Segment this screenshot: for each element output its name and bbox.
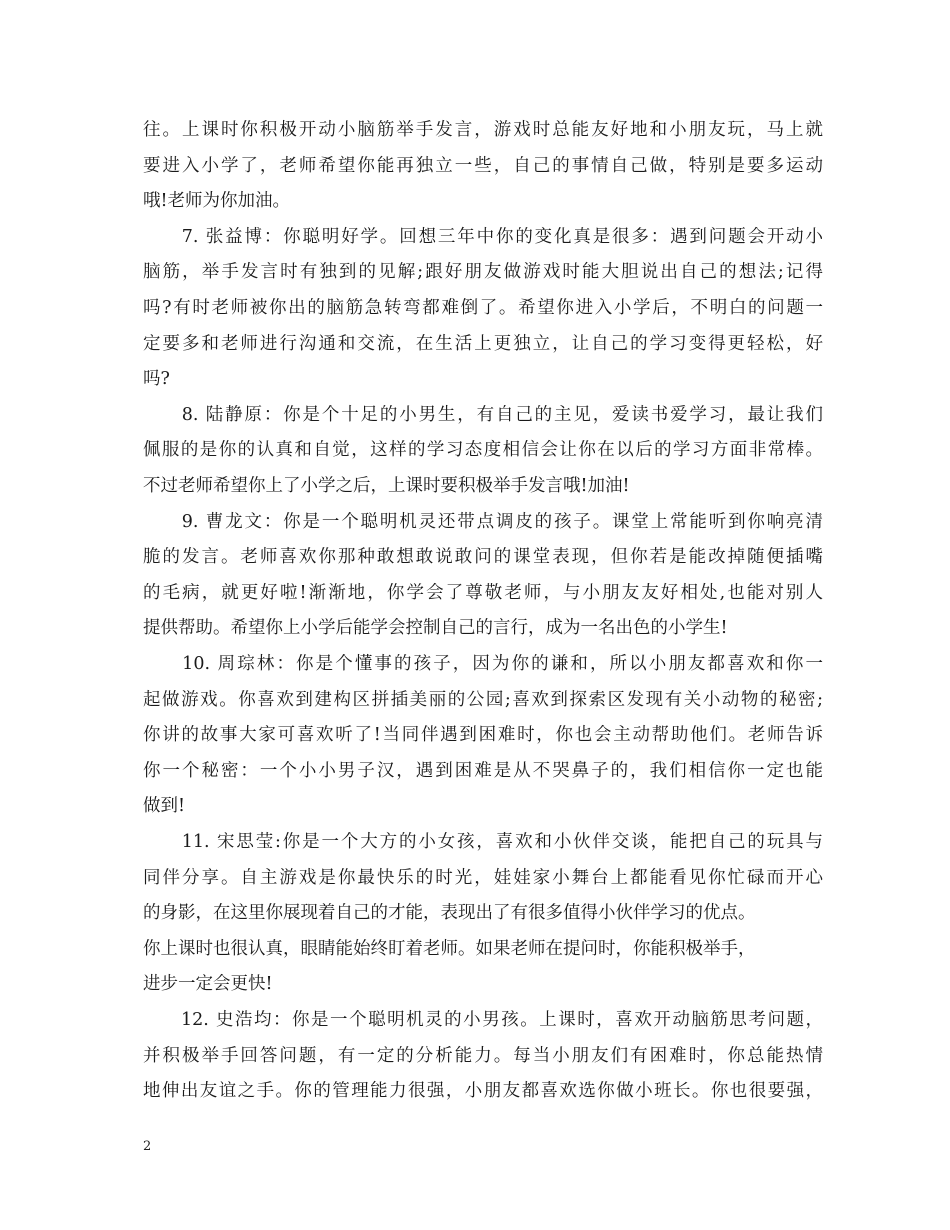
text-line: 起做游戏。你喜欢到建构区拼插美丽的公园;喜欢到探索区发现有关小动物的秘密; bbox=[143, 689, 823, 710]
text-line: 你上课时也很认真，眼睛能始终盯着老师。如果老师在提问时，你能积极举手， bbox=[143, 938, 756, 959]
text-line: 9. 曹龙文：你是一个聪明机灵还带点调皮的孩子。课堂上常能听到你响亮清 bbox=[143, 511, 823, 532]
text-line: 并积极举手回答问题，有一定的分析能力。每当小朋友们有困难时，你总能热情 bbox=[143, 1045, 823, 1066]
text-line: 地伸出友谊之手。你的管理能力很强，小朋友都喜欢选你做小班长。你也很要强， bbox=[143, 1081, 823, 1102]
text-line: 你一个秘密：一个小小男子汉，遇到困难是从不哭鼻子的，我们相信你一定也能 bbox=[143, 760, 823, 781]
text-line: 吗? bbox=[143, 369, 170, 390]
text-line: 哦!老师为你加油。 bbox=[143, 191, 291, 212]
text-line: 11. 宋思莹:你是一个大方的小女孩，喜欢和小伙伴交谈，能把自己的玩具与 bbox=[143, 832, 823, 852]
page-number: 2 bbox=[143, 1139, 152, 1154]
text-line: 吗?有时老师被你出的脑筋急转弯都难倒了。希望你进入小学后，不明白的问题一 bbox=[143, 298, 823, 318]
text-line: 不过老师希望你上了小学之后，上课时要积极举手发言哦!加油! bbox=[143, 476, 630, 496]
text-line: 7. 张益博：你聪明好学。回想三年中你的变化真是很多：遇到问题会开动小 bbox=[143, 226, 823, 247]
text-line: 的毛病，就更好啦!渐渐地，你学会了尊敬老师，与小朋友友好相处,也能对别人 bbox=[143, 582, 823, 603]
text-line: 定要多和老师进行沟通和交流，在生活上更独立，让自己的学习变得更轻松，好 bbox=[143, 333, 823, 354]
text-line: 佩服的是你的认真和自觉，这样的学习态度相信会让你在以后的学习方面非常棒。 bbox=[143, 440, 823, 461]
text-line: 8. 陆静原：你是个十足的小男生，有自己的主见，爱读书爱学习，最让我们 bbox=[143, 404, 823, 425]
text-line: 往。上课时你积极开动小脑筋举手发言，游戏时总能友好地和小朋友玩，马上就 bbox=[143, 120, 823, 140]
text-line: 进步一定会更快! bbox=[143, 974, 273, 995]
text-line: 10. 周琮林：你是个懂事的孩子，因为你的谦和，所以小朋友都喜欢和你一 bbox=[143, 654, 823, 674]
text-line: 要进入小学了，老师希望你能再独立一些，自己的事情自己做，特别是要多运动 bbox=[143, 155, 823, 176]
text-line: 提供帮助。希望你上小学后能学会控制自己的言行，成为一名出色的小学生! bbox=[143, 618, 728, 639]
text-line: 12. 史浩均：你是一个聪明机灵的小男孩。上课时，喜欢开动脑筋思考问题， bbox=[143, 1010, 823, 1030]
text-line: 同伴分享。自主游戏是你最快乐的时光，娃娃家小舞台上都能看见你忙碌而开心 bbox=[143, 867, 823, 888]
text-line: 做到! bbox=[143, 796, 186, 817]
text-line: 你讲的故事大家可喜欢听了!当同伴遇到困难时，你也会主动帮助他们。老师告诉 bbox=[143, 725, 823, 746]
text-line: 的身影，在这里你展现着自己的才能，表现出了有很多值得小伙伴学习的优点。 bbox=[143, 903, 756, 924]
text-line: 脑筋，举手发言时有独到的见解;跟好朋友做游戏时能大胆说出自己的想法;记得 bbox=[143, 262, 823, 283]
text-line: 脆的发言。老师喜欢你那种敢想敢说敢问的课堂表现，但你若是能改掉随便插嘴 bbox=[143, 547, 823, 568]
